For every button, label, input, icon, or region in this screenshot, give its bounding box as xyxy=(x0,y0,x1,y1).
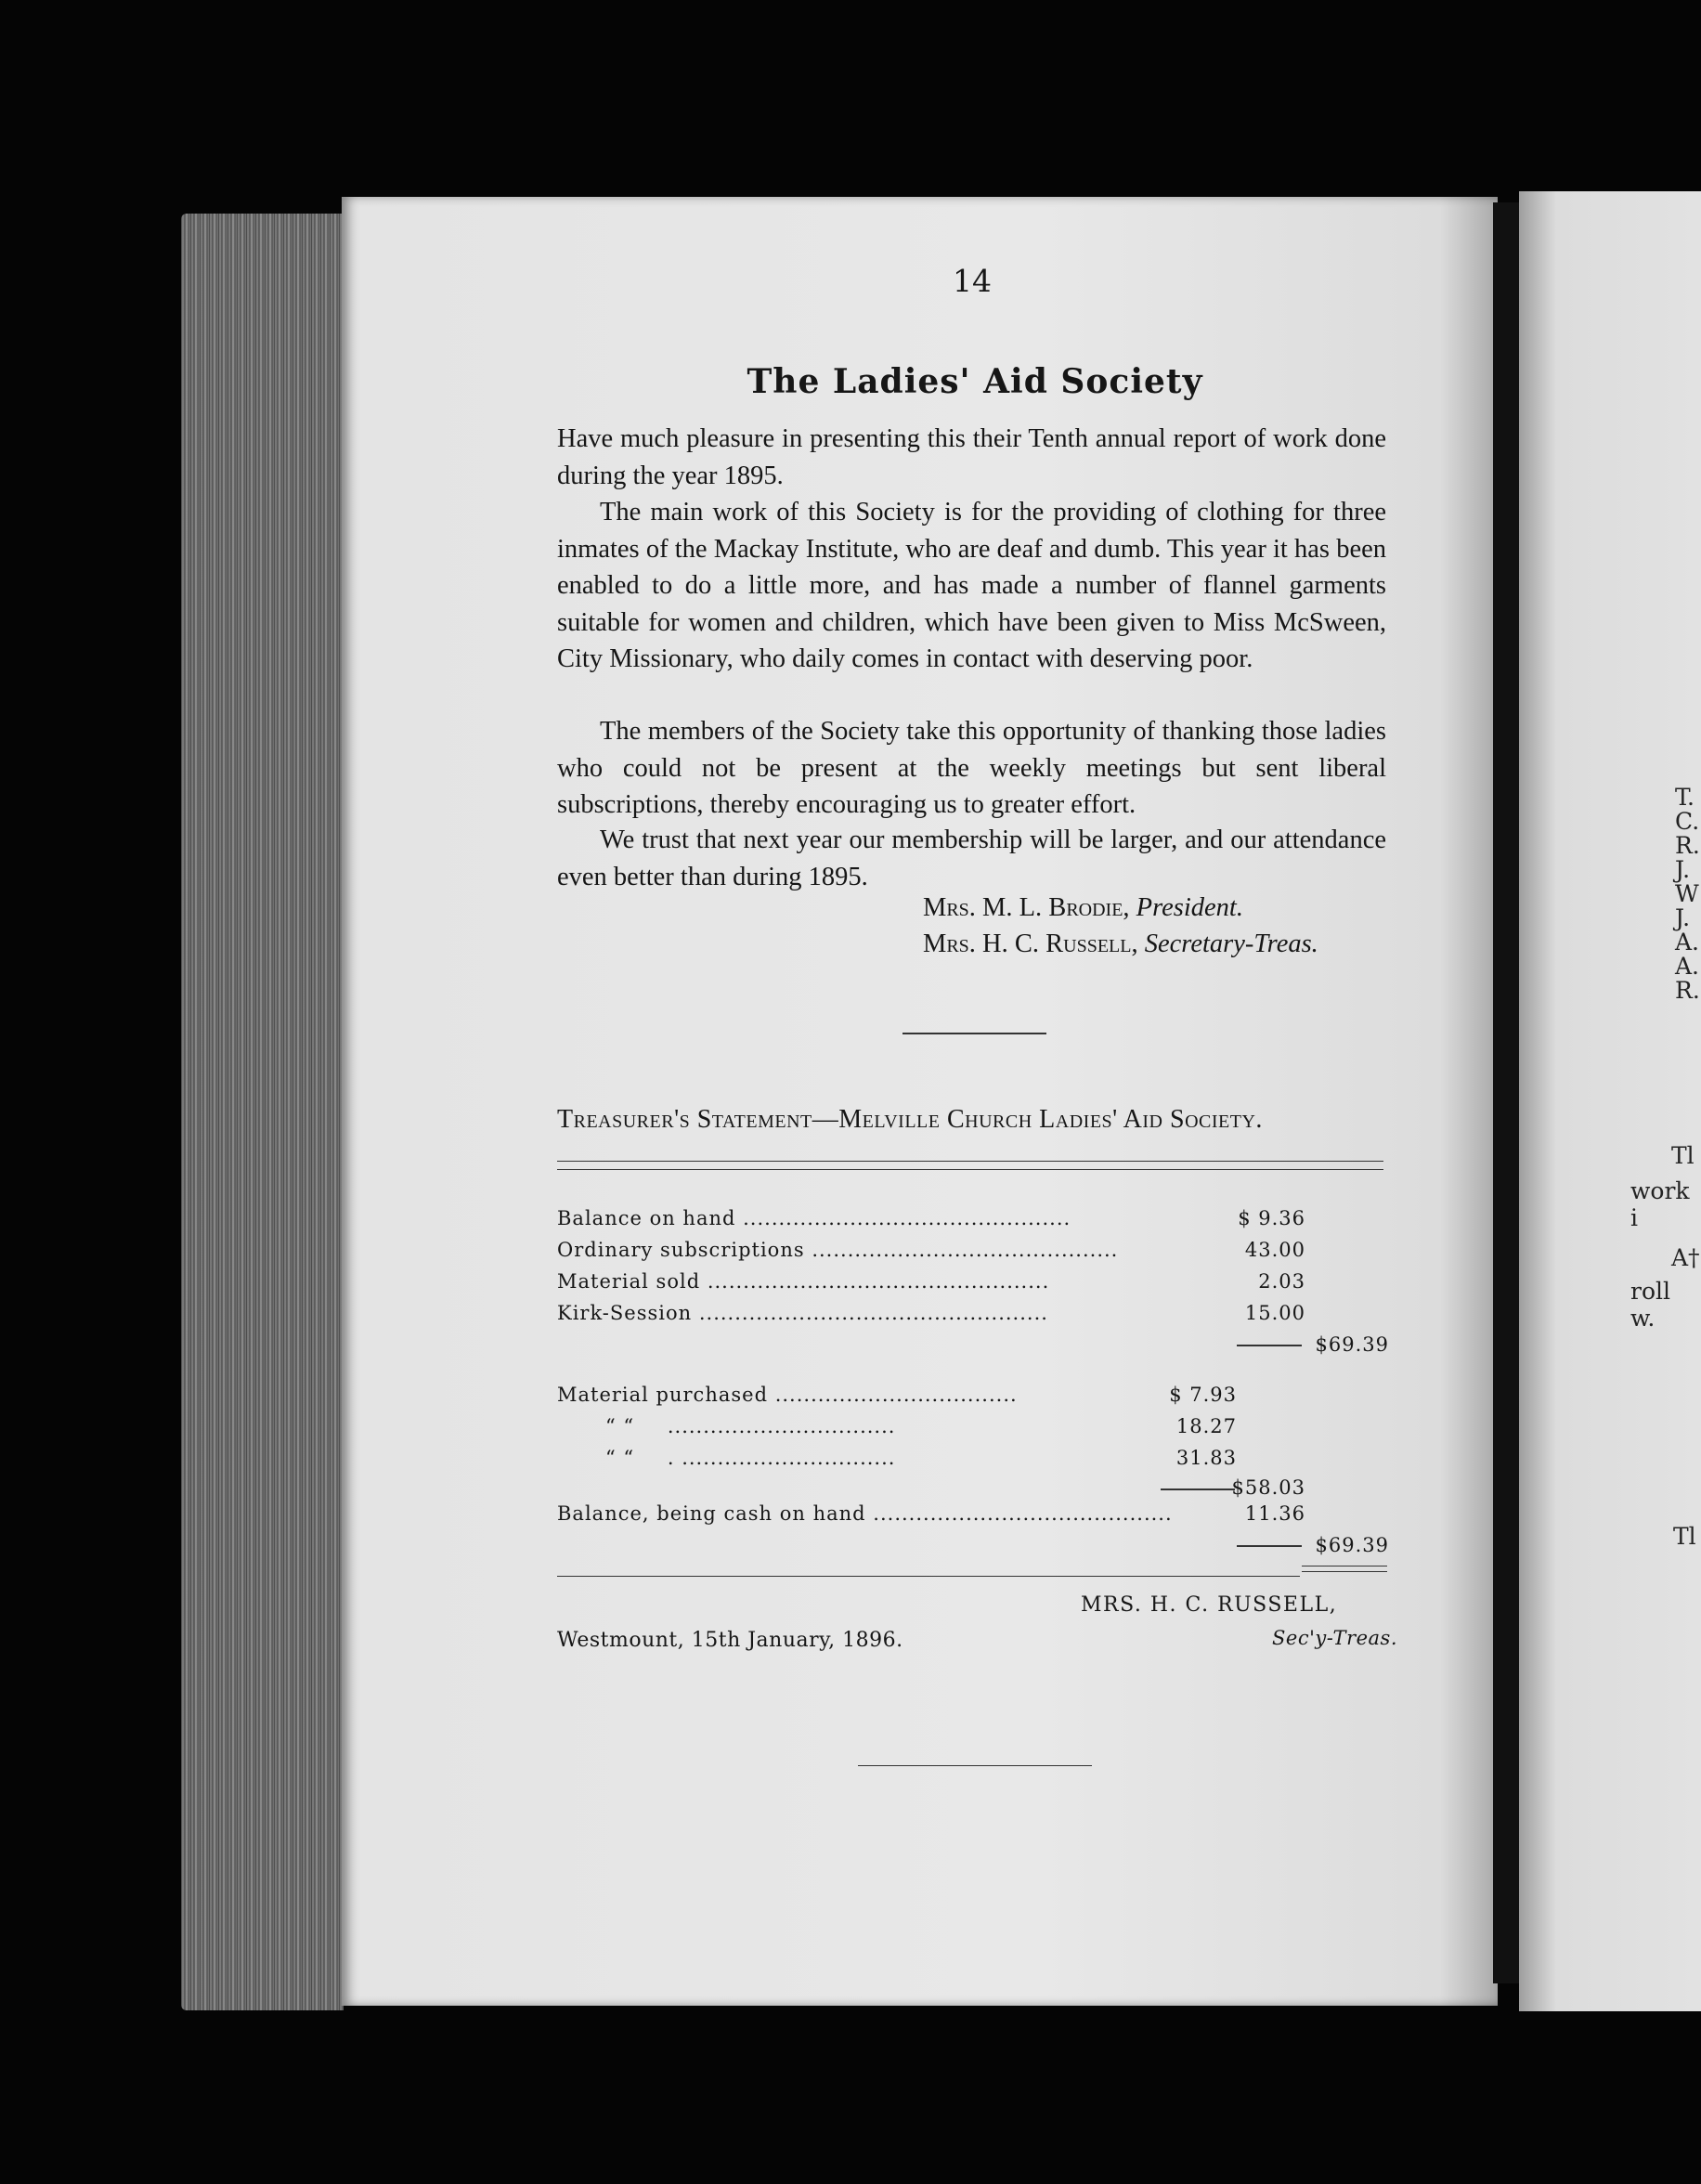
ledger-row xyxy=(605,1447,895,1469)
ledger-row xyxy=(557,1239,1118,1261)
signature-title: Secretary-Treas. xyxy=(1144,930,1318,958)
facing-page-text: Tl xyxy=(1673,1523,1696,1550)
ledger-row xyxy=(557,1302,1048,1324)
ledger-leader: ........................................... xyxy=(812,1239,1119,1261)
signature-line xyxy=(923,930,1318,959)
page-heading: The Ladies' Aid Society xyxy=(747,362,1203,401)
facing-page-text: work i xyxy=(1630,1177,1690,1231)
divider xyxy=(902,1033,1046,1034)
paragraph: The members of the Society take this opportunity of thanking those ladies who could not be present at the weekly meetings but sent liberal subscriptions, thereby encouraging us to greater effort. xyxy=(557,717,1386,819)
ledger-amount: 43.00 xyxy=(1244,1239,1305,1261)
facing-page-text: C. xyxy=(1675,808,1700,835)
ledger-amount: $ 9.36 xyxy=(1238,1207,1305,1229)
ledger-row xyxy=(557,1207,1071,1229)
paragraph: We trust that next year our membership will be larger, and our attendance even better than during 1895. xyxy=(557,826,1386,891)
facing-page-text: J. xyxy=(1675,856,1691,883)
divider xyxy=(557,1169,1383,1170)
facing-page-text: A. xyxy=(1675,953,1700,980)
statement-signer-title: Sec'y-Treas. xyxy=(1272,1627,1398,1649)
ledger-label: Material sold xyxy=(557,1270,701,1293)
ledger-label: Balance, being cash on hand xyxy=(557,1502,866,1525)
ledger-row xyxy=(557,1502,1173,1525)
sum-rule xyxy=(1302,1571,1387,1572)
ledger-leader: .............................................. xyxy=(743,1207,1071,1229)
ledger-label: “ “ xyxy=(605,1447,635,1469)
paragraph: Have much pleasure in presenting this their Tenth annual report of work done during the year 1895. xyxy=(557,424,1386,490)
ledger-row xyxy=(557,1384,1018,1406)
statement-signer: MRS. H. C. RUSSELL, xyxy=(1081,1593,1338,1617)
ledger-leader: .................................. xyxy=(774,1384,1018,1406)
grand-total: $69.39 xyxy=(1315,1534,1389,1556)
signature-title: President. xyxy=(1136,893,1243,922)
paragraph: The main work of this Society is for the providing of clothing for three inmates of the Mackay Institute, who are deaf and dumb. This year it has been enabled to do a little more, and has made a number of flannel garments suitable for women and children, which have been given to Miss McSween, City Missionary, who daily comes in contact with deserving poor. xyxy=(557,498,1386,673)
divider xyxy=(858,1765,1092,1766)
facing-page-text: Tl xyxy=(1671,1142,1695,1169)
facing-page-text: R. xyxy=(1675,832,1700,859)
ledger-amount: $ 7.93 xyxy=(1169,1384,1237,1406)
ledger-leader: . .............................. xyxy=(667,1447,896,1469)
book-page-edges xyxy=(181,214,344,2010)
receipts-total: $69.39 xyxy=(1315,1333,1389,1356)
signature-name: Mrs. M. L. Brodie, xyxy=(923,893,1130,922)
page-number: 14 xyxy=(953,263,992,299)
divider xyxy=(557,1161,1383,1162)
ledger-row xyxy=(605,1415,895,1437)
ledger-amount: 31.83 xyxy=(1175,1447,1237,1469)
expenses-total: $58.03 xyxy=(1231,1476,1305,1499)
place-date: Westmount, 15th January, 1896. xyxy=(557,1629,903,1652)
ledger-label: “ “ xyxy=(605,1415,635,1437)
signature-name: Mrs. H. C. Russell, xyxy=(923,930,1138,958)
facing-page-text: W xyxy=(1675,880,1699,907)
facing-page-text: roll w. xyxy=(1630,1278,1670,1332)
facing-page-text: R. xyxy=(1675,977,1700,1004)
sum-rule xyxy=(1237,1545,1302,1547)
ledger-amount: 18.27 xyxy=(1175,1415,1237,1437)
ledger-amount: 2.03 xyxy=(1258,1270,1305,1293)
ledger-label: Ordinary subscriptions xyxy=(557,1239,805,1261)
ledger-label: Kirk-Session xyxy=(557,1302,693,1324)
ledger-leader: ................................................ xyxy=(707,1270,1050,1293)
facing-page xyxy=(1519,191,1701,2011)
ledger-row xyxy=(557,1270,1049,1293)
signature-line xyxy=(923,893,1243,923)
facing-page-text: A. xyxy=(1675,929,1700,956)
ledger-leader: .......................................... xyxy=(873,1502,1173,1525)
book-gutter xyxy=(1493,202,1519,1983)
statement-title: Treasurer's Statement—Melville Church Ladies' Aid Society. xyxy=(557,1105,1263,1134)
ledger-leader: ................................................. xyxy=(698,1302,1048,1324)
facing-page-text: J. xyxy=(1675,904,1691,931)
ledger-leader: ................................ xyxy=(667,1415,896,1437)
ledger-amount: 11.36 xyxy=(1244,1502,1305,1525)
ledger-label: Balance on hand xyxy=(557,1207,736,1229)
divider xyxy=(557,1576,1300,1577)
facing-page-text: A† xyxy=(1671,1244,1700,1271)
ledger-amount: 15.00 xyxy=(1244,1302,1305,1324)
facing-page-text: T. xyxy=(1675,784,1695,811)
sum-rule xyxy=(1237,1345,1302,1346)
ledger-label: Material purchased xyxy=(557,1384,769,1406)
